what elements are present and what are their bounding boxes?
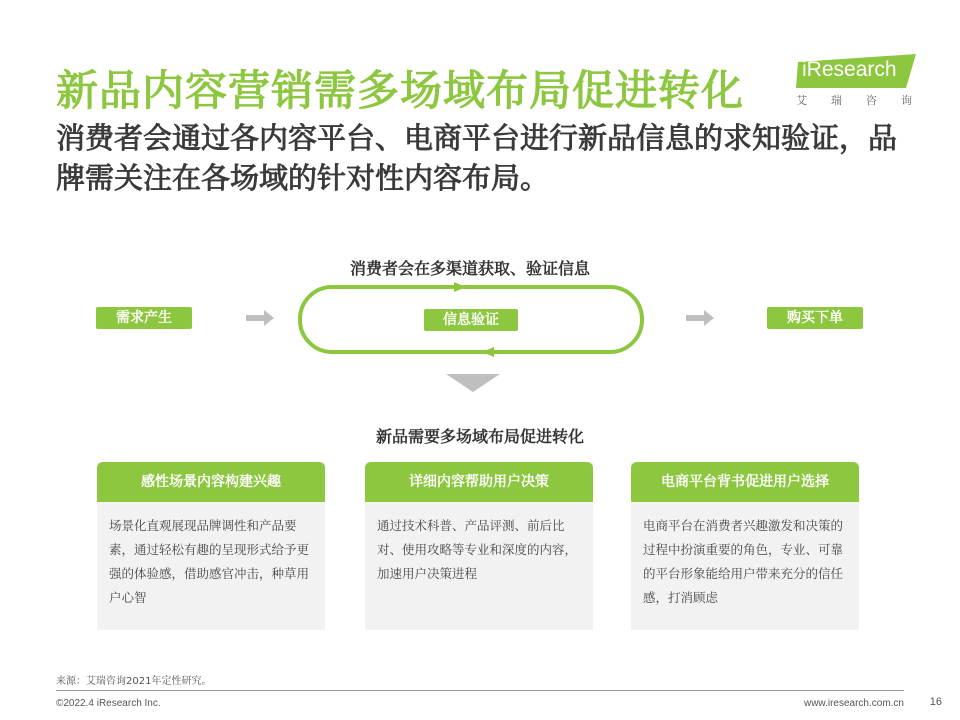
- conversion-title: 新品需要多场域布局促进转化: [375, 427, 584, 446]
- card-scene-interest: [97, 462, 325, 630]
- card-heading: 感性场景内容构建兴趣: [97, 462, 325, 502]
- page-title: 新品内容营销需多场域布局促进转化: [56, 66, 745, 115]
- card-platform-endorsement: [631, 462, 859, 630]
- card-heading: 电商平台背书促进用户选择: [631, 462, 859, 502]
- card-body: 场景化直观展现品牌调性和产品要素，通过轻松有趣的呈现形式给予更强的体验感，借助感官冲击，种草用户心智: [109, 518, 310, 605]
- down-chevron-icon: [446, 374, 500, 392]
- tag-verify: 信息验证: [424, 309, 518, 331]
- logo-wordmark: iResearch: [802, 58, 897, 81]
- card-body: 电商平台在消费者兴趣激发和决策的过程中扮演重要的角色，专业、可靠的平台形象能给用户带来充分的信任感，打消顾虑: [643, 518, 844, 605]
- card-body: 通过技术科普、产品评测、前后比对、使用攻略等专业和深度的内容，加速用户决策进程: [377, 518, 578, 581]
- tag-purchase: 购买下单: [767, 307, 863, 329]
- copyright: ©2022.4 iResearch Inc.: [56, 698, 161, 709]
- flow-title: 消费者会在多渠道获取、验证信息: [349, 259, 590, 278]
- website-link[interactable]: www.iresearch.com.cn: [803, 698, 904, 709]
- tag-demand: 需求产生: [96, 307, 192, 329]
- page-number: 16: [929, 696, 942, 708]
- arrow-right-icon-2: [686, 310, 716, 326]
- logo-cn-name: 艾 瑞 咨 询: [796, 94, 912, 107]
- card-detail-decision: [365, 462, 593, 630]
- footer-divider: [56, 690, 904, 691]
- page-subtitle: 消费者会通过各内容平台、电商平台进行新品信息的求知验证，品牌需关注在各场域的针对性内容布局。: [56, 121, 898, 195]
- iresearch-logo: [796, 52, 920, 108]
- source-note: 来源：艾瑞咨询2021年定性研究。: [56, 676, 212, 687]
- arrow-right-icon: [246, 310, 276, 326]
- card-heading: 详细内容帮助用户决策: [365, 462, 593, 502]
